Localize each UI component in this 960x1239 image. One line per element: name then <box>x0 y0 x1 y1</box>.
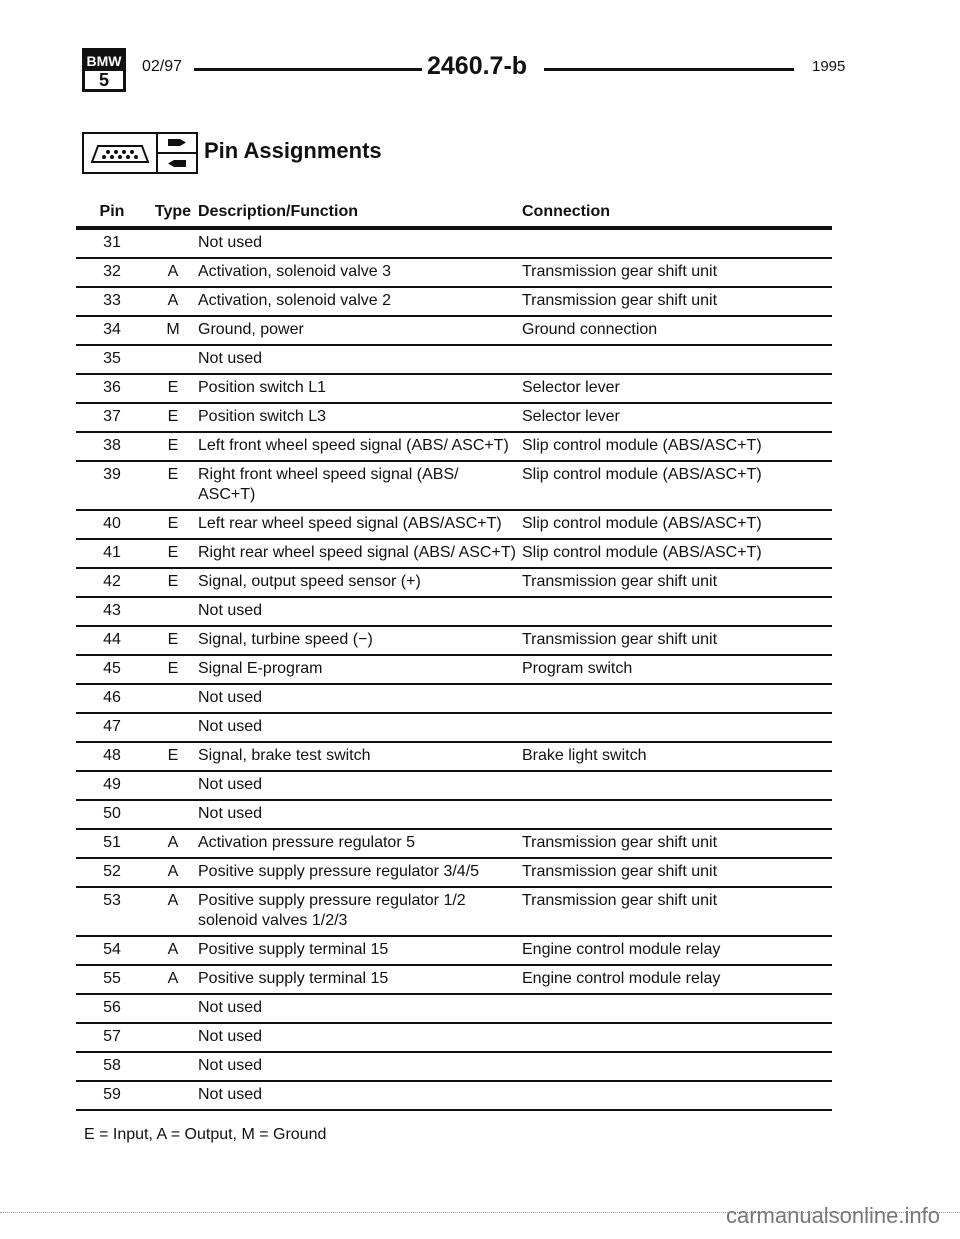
cell-type: A <box>148 887 198 936</box>
cell-type: A <box>148 829 198 858</box>
cell-pin: 32 <box>76 258 148 287</box>
cell-pin: 39 <box>76 461 148 510</box>
cell-type: E <box>148 403 198 432</box>
cell-type <box>148 228 198 258</box>
column-header-connection: Connection <box>522 200 832 228</box>
cell-pin: 45 <box>76 655 148 684</box>
cell-type <box>148 800 198 829</box>
header-year: 1995 <box>812 58 846 75</box>
cell-connection: Slip control module (ABS/ASC+T) <box>522 510 832 539</box>
table-row <box>76 655 832 684</box>
cell-pin: 57 <box>76 1023 148 1052</box>
cell-pin: 48 <box>76 742 148 771</box>
cell-type: M <box>148 316 198 345</box>
header-rule-left <box>194 68 422 71</box>
cell-description: Not used <box>198 684 522 713</box>
table-row <box>76 742 832 771</box>
cell-connection <box>522 771 832 800</box>
table-row <box>76 432 832 461</box>
cell-pin: 52 <box>76 858 148 887</box>
header-date: 02/97 <box>142 58 183 75</box>
cell-pin: 35 <box>76 345 148 374</box>
cell-type: A <box>148 258 198 287</box>
table-row <box>76 936 832 965</box>
cell-connection <box>522 684 832 713</box>
cell-type: E <box>148 374 198 403</box>
cell-type: E <box>148 510 198 539</box>
watermark: carmanualsonline.info <box>725 1203 940 1228</box>
document-code: 2460.7-b <box>427 52 528 80</box>
cell-connection <box>522 228 832 258</box>
cell-pin: 59 <box>76 1081 148 1110</box>
table-row <box>76 800 832 829</box>
cell-description: Left rear wheel speed signal (ABS/ASC+T) <box>198 510 522 539</box>
page-title: Pin Assignments <box>204 138 382 163</box>
cell-connection <box>522 1081 832 1110</box>
table-row <box>76 858 832 887</box>
cell-pin: 43 <box>76 597 148 626</box>
cell-type <box>148 1052 198 1081</box>
column-header-description: Description/Function <box>198 200 522 228</box>
cell-type: E <box>148 742 198 771</box>
table-row <box>76 713 832 742</box>
cell-pin: 36 <box>76 374 148 403</box>
cell-type: E <box>148 461 198 510</box>
cell-connection: Slip control module (ABS/ASC+T) <box>522 461 832 510</box>
cell-pin: 53 <box>76 887 148 936</box>
cell-description: Not used <box>198 345 522 374</box>
cell-description: Positive supply terminal 15 <box>198 965 522 994</box>
cell-pin: 44 <box>76 626 148 655</box>
cell-connection: Transmission gear shift unit <box>522 626 832 655</box>
connector-icon-box <box>82 132 198 174</box>
cell-description: Activation, solenoid valve 2 <box>198 287 522 316</box>
table-row <box>76 316 832 345</box>
table-row <box>76 684 832 713</box>
cell-connection: Brake light switch <box>522 742 832 771</box>
cell-connection: Transmission gear shift unit <box>522 887 832 936</box>
cell-description: Signal, turbine speed (−) <box>198 626 522 655</box>
table-row <box>76 345 832 374</box>
table-row <box>76 461 832 510</box>
input-output-icon <box>156 134 196 172</box>
cell-description: Positive supply pressure regulator 3/4/5 <box>198 858 522 887</box>
cell-connection <box>522 1023 832 1052</box>
cell-pin: 58 <box>76 1052 148 1081</box>
page-header <box>82 46 846 94</box>
table-row <box>76 228 832 258</box>
cell-description: Not used <box>198 800 522 829</box>
cell-description: Not used <box>198 1052 522 1081</box>
cell-pin: 56 <box>76 994 148 1023</box>
cell-connection <box>522 994 832 1023</box>
cell-description: Ground, power <box>198 316 522 345</box>
cell-connection: Selector lever <box>522 403 832 432</box>
logo-series: 5 <box>98 70 109 90</box>
column-header-pin: Pin <box>76 200 148 228</box>
table-row <box>76 287 832 316</box>
cell-type <box>148 684 198 713</box>
cell-pin: 38 <box>76 432 148 461</box>
cell-type: E <box>148 568 198 597</box>
cell-description: Position switch L1 <box>198 374 522 403</box>
cell-description: Signal, output speed sensor (+) <box>198 568 522 597</box>
type-legend: E = Input, A = Output, M = Ground <box>84 1126 327 1143</box>
table-row <box>76 771 832 800</box>
cell-connection: Engine control module relay <box>522 965 832 994</box>
cell-connection: Transmission gear shift unit <box>522 858 832 887</box>
cell-type <box>148 597 198 626</box>
cell-description: Positive supply terminal 15 <box>198 936 522 965</box>
cell-type: A <box>148 858 198 887</box>
cell-type: A <box>148 965 198 994</box>
table-row <box>76 887 832 936</box>
cell-type: E <box>148 539 198 568</box>
cell-pin: 42 <box>76 568 148 597</box>
cell-type: E <box>148 432 198 461</box>
cell-pin: 37 <box>76 403 148 432</box>
table-row <box>76 510 832 539</box>
table-row <box>76 1052 832 1081</box>
table-row <box>76 1023 832 1052</box>
cell-pin: 50 <box>76 800 148 829</box>
cell-connection: Program switch <box>522 655 832 684</box>
cell-connection: Ground connection <box>522 316 832 345</box>
cell-description: Signal, brake test switch <box>198 742 522 771</box>
cell-pin: 55 <box>76 965 148 994</box>
cell-description: Position switch L3 <box>198 403 522 432</box>
pin-assignments-table <box>76 200 832 1111</box>
cell-pin: 31 <box>76 228 148 258</box>
cell-description: Signal E-program <box>198 655 522 684</box>
table-row <box>76 403 832 432</box>
cell-pin: 41 <box>76 539 148 568</box>
cell-pin: 51 <box>76 829 148 858</box>
connector-plug-icon <box>84 134 158 172</box>
logo-brand: BMW <box>86 53 122 69</box>
header-rule-right <box>544 68 794 71</box>
table-body <box>76 228 832 1110</box>
table-row <box>76 258 832 287</box>
cell-connection: Slip control module (ABS/ASC+T) <box>522 539 832 568</box>
cell-type: A <box>148 936 198 965</box>
table-row <box>76 626 832 655</box>
cell-pin: 46 <box>76 684 148 713</box>
cell-description: Not used <box>198 597 522 626</box>
table-row <box>76 965 832 994</box>
cell-connection: Transmission gear shift unit <box>522 287 832 316</box>
cell-connection <box>522 800 832 829</box>
table-row <box>76 597 832 626</box>
cell-type <box>148 345 198 374</box>
cell-connection <box>522 597 832 626</box>
table-header-row <box>76 200 832 228</box>
table-row <box>76 568 832 597</box>
bmw-5-series-logo <box>82 48 126 92</box>
table-row <box>76 1081 832 1110</box>
cell-description: Not used <box>198 1081 522 1110</box>
cell-description: Right rear wheel speed signal (ABS/ ASC+T) <box>198 539 522 568</box>
cell-description: Not used <box>198 771 522 800</box>
table-row <box>76 829 832 858</box>
cell-pin: 40 <box>76 510 148 539</box>
cell-pin: 47 <box>76 713 148 742</box>
cell-type <box>148 771 198 800</box>
cell-connection <box>522 1052 832 1081</box>
cell-type <box>148 994 198 1023</box>
cell-description: Not used <box>198 228 522 258</box>
cell-description: Not used <box>198 1023 522 1052</box>
cell-type: E <box>148 655 198 684</box>
table-row <box>76 374 832 403</box>
cell-pin: 54 <box>76 936 148 965</box>
cell-connection: Transmission gear shift unit <box>522 568 832 597</box>
cell-connection: Slip control module (ABS/ASC+T) <box>522 432 832 461</box>
cell-description: Left front wheel speed signal (ABS/ ASC+T) <box>198 432 522 461</box>
cell-description: Activation pressure regulator 5 <box>198 829 522 858</box>
cell-description: Positive supply pressure regulator 1/2 solenoid valves 1/2/3 <box>198 887 522 936</box>
cell-pin: 49 <box>76 771 148 800</box>
cell-type: E <box>148 626 198 655</box>
cell-connection <box>522 713 832 742</box>
cell-pin: 34 <box>76 316 148 345</box>
cell-connection: Transmission gear shift unit <box>522 829 832 858</box>
cell-connection: Selector lever <box>522 374 832 403</box>
cell-description: Not used <box>198 713 522 742</box>
cell-description: Activation, solenoid valve 3 <box>198 258 522 287</box>
table-row <box>76 994 832 1023</box>
cell-type <box>148 713 198 742</box>
cell-connection: Engine control module relay <box>522 936 832 965</box>
cell-type <box>148 1023 198 1052</box>
cell-type <box>148 1081 198 1110</box>
table-row <box>76 539 832 568</box>
cell-connection <box>522 345 832 374</box>
column-header-type: Type <box>148 200 198 228</box>
cell-pin: 33 <box>76 287 148 316</box>
cell-connection: Transmission gear shift unit <box>522 258 832 287</box>
cell-type: A <box>148 287 198 316</box>
cell-description: Right front wheel speed signal (ABS/ ASC+T) <box>198 461 522 510</box>
cell-description: Not used <box>198 994 522 1023</box>
